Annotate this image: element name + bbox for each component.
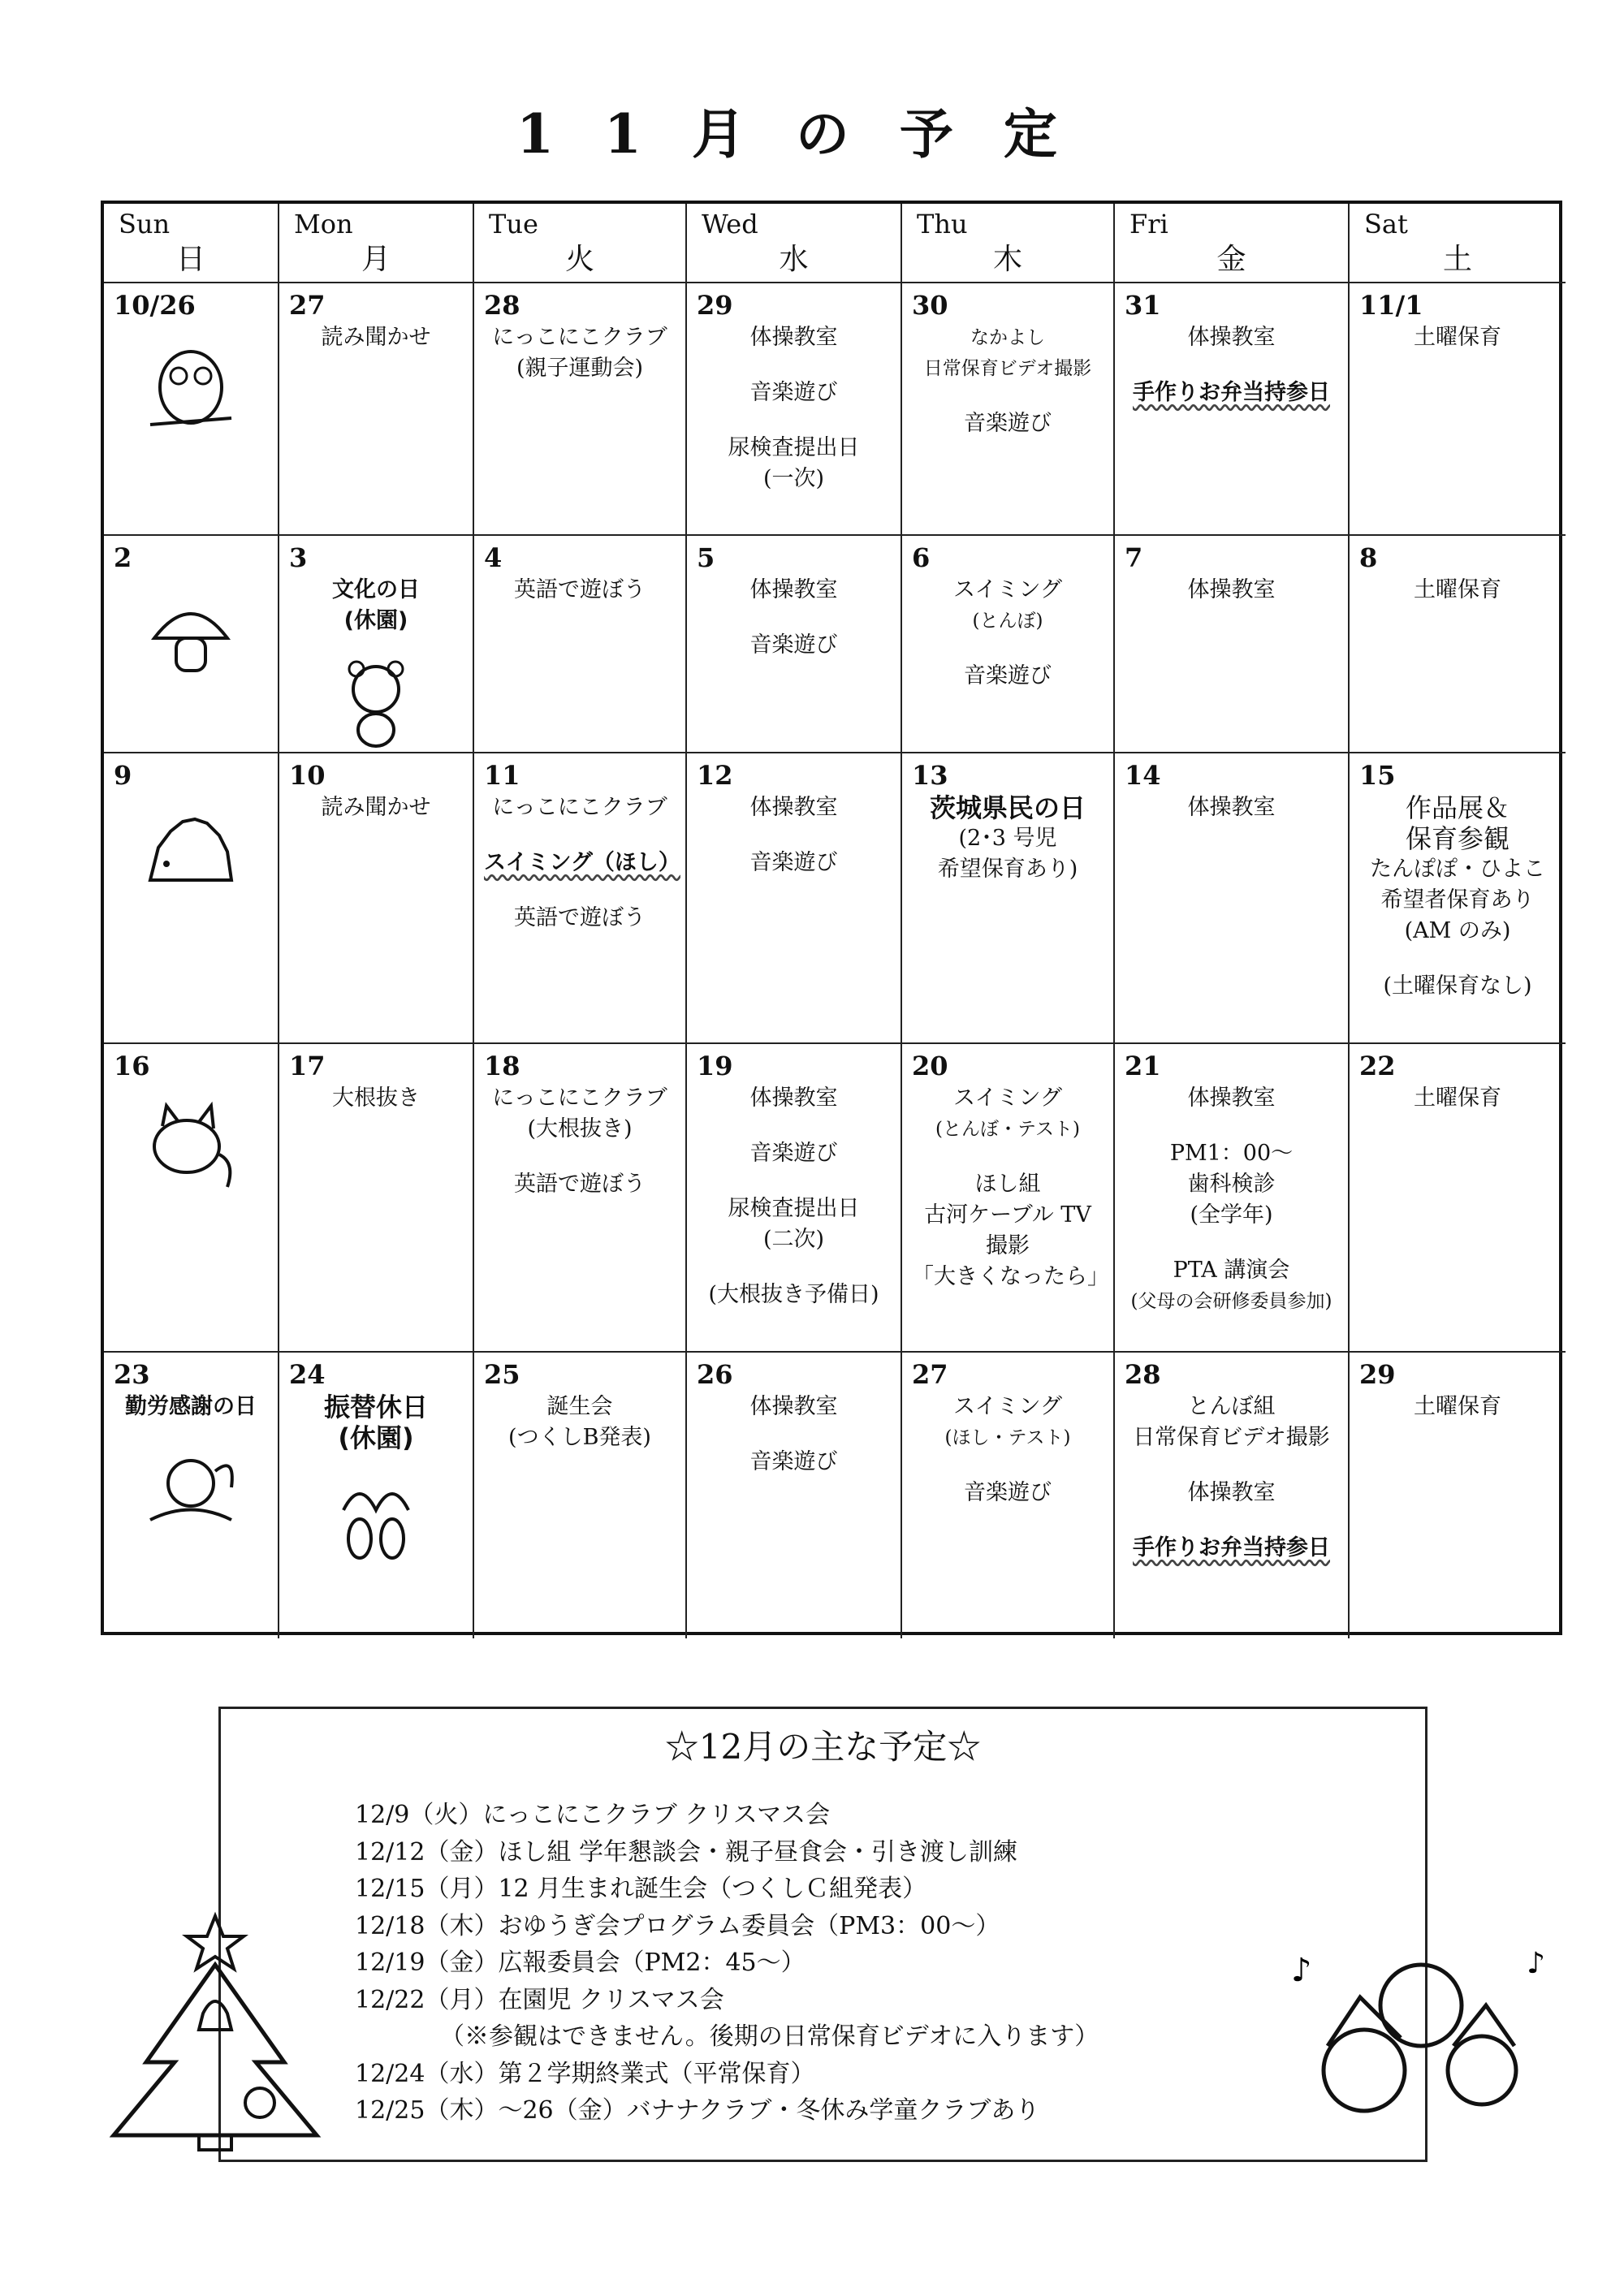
- december-event-line: 12/22（月）在園児 クリスマス会: [355, 1985, 724, 2014]
- event-item: 体操教室: [1187, 1085, 1276, 1111]
- day-events: [912, 575, 1104, 692]
- day-number: 31: [1125, 290, 1161, 321]
- weekday-header-sat: [1350, 204, 1566, 283]
- calendar-grid: [101, 201, 1562, 1635]
- day-cell: [1350, 536, 1566, 753]
- day-cell: [1350, 1353, 1566, 1638]
- squirrel-illustration: [142, 1439, 240, 1536]
- event-item: 土曜保育: [1414, 1394, 1501, 1419]
- event-item: 古河ケーブル TV 撮影: [924, 1202, 1091, 1258]
- weekday-header-mon: [279, 204, 474, 283]
- day-events: [697, 792, 891, 878]
- event-item: 日常保育ビデオ撮影: [1133, 1425, 1330, 1450]
- event-item: 土曜保育: [1414, 577, 1501, 602]
- day-number: 2: [114, 542, 132, 573]
- day-cell: [474, 1044, 687, 1353]
- day-events: [114, 1392, 268, 1422]
- day-events: [697, 575, 891, 661]
- day-cell: [687, 536, 902, 753]
- event-item: 日常保育ビデオ撮影: [923, 358, 1092, 379]
- day-number: 16: [114, 1051, 150, 1081]
- event-item: 歯科検診: [1187, 1172, 1276, 1197]
- weekday-jp: 日: [175, 243, 205, 276]
- day-number: 5: [697, 542, 715, 573]
- event-item: (休園): [343, 608, 408, 633]
- day-number: 26: [697, 1359, 733, 1390]
- event-item: PM1：00～: [1169, 1141, 1294, 1166]
- event-item: 体操教室: [749, 1085, 838, 1111]
- day-cell: [279, 753, 474, 1044]
- day-cell: [104, 1353, 279, 1638]
- day-events: [1359, 322, 1556, 353]
- day-cell: [1115, 536, 1350, 753]
- mushroom-illustration: [142, 589, 240, 687]
- event-item: (大根抜き): [527, 1116, 633, 1142]
- day-number: 13: [912, 760, 948, 791]
- event-item: 体操教室: [1187, 325, 1276, 350]
- event-item: 手作りお弁当持参日: [1133, 380, 1330, 405]
- event-item: 音楽遊び: [964, 1480, 1052, 1505]
- weekday-header-sun: [104, 204, 279, 283]
- event-item: 希望者保育あり: [1380, 887, 1535, 913]
- day-number: 23: [114, 1359, 150, 1390]
- day-events: [912, 1083, 1109, 1293]
- event-item: (とんぼ・テスト): [935, 1119, 1081, 1140]
- day-number: 29: [697, 290, 733, 321]
- event-item: とんぼ組: [1187, 1394, 1276, 1419]
- weekday-en: Tue: [489, 209, 538, 240]
- day-events: [484, 575, 676, 606]
- day-cell: [687, 283, 902, 536]
- day-number: 20: [912, 1051, 948, 1081]
- day-number: 17: [289, 1051, 326, 1081]
- event-item: 音楽遊び: [964, 663, 1052, 688]
- event-item: (二次): [762, 1227, 825, 1252]
- day-events: [1359, 792, 1556, 1002]
- december-title: ☆12月の主な予定☆: [664, 1727, 982, 1767]
- weekday-en: Sun: [119, 209, 171, 240]
- event-item: 土曜保育: [1414, 325, 1501, 350]
- day-events: [484, 322, 676, 384]
- event-item: (休園): [338, 1422, 414, 1453]
- day-number: 19: [697, 1051, 733, 1081]
- day-cell: [279, 283, 474, 536]
- event-item: にっこにこクラブ: [492, 325, 667, 350]
- event-item: 読み聞かせ: [321, 325, 431, 350]
- day-events: [1125, 1083, 1338, 1317]
- event-item: 作品展＆: [1405, 792, 1510, 823]
- day-number: 28: [1125, 1359, 1161, 1390]
- day-events: [912, 792, 1104, 885]
- day-events: [289, 1083, 463, 1114]
- day-number: 11/1: [1359, 290, 1423, 321]
- day-number: 28: [484, 290, 520, 321]
- day-cell: [1350, 753, 1566, 1044]
- bear-illustration: [327, 653, 425, 750]
- day-events: [912, 322, 1104, 439]
- day-cell: [1115, 283, 1350, 536]
- event-item: 音楽遊び: [964, 411, 1052, 436]
- event-item: 英語で遊ぼう: [514, 1172, 646, 1197]
- event-item: 誕生会: [546, 1394, 613, 1419]
- december-event-line: 12/9（火）にっこにこクラブ クリスマス会: [355, 1801, 831, 1829]
- day-number: 10/26: [114, 290, 196, 321]
- weekday-en: Thu: [917, 209, 968, 240]
- december-event-line: 12/19（金）広報委員会（PM2：45～）: [355, 1949, 806, 1977]
- christmas-tree-illustration: [97, 1900, 333, 2151]
- day-events: [289, 792, 463, 823]
- december-event-list: [355, 1797, 1099, 2130]
- event-item: 尿検査提出日: [728, 435, 860, 460]
- day-cell: [687, 753, 902, 1044]
- december-schedule-box: [218, 1707, 1427, 2162]
- event-item: 勤労感謝の日: [125, 1394, 257, 1419]
- december-event-line: 12/24（水）第２学期終業式（平常保育）: [355, 2059, 815, 2088]
- day-number: 21: [1125, 1051, 1161, 1081]
- event-item: にっこにこクラブ: [492, 1085, 667, 1111]
- weekday-en: Sat: [1364, 209, 1408, 240]
- vegetables-illustration: [327, 1470, 425, 1567]
- event-item: 英語で遊ぼう: [514, 577, 646, 602]
- day-events: [697, 1392, 891, 1478]
- hedgehog-illustration: [142, 807, 240, 904]
- day-events: [1125, 1392, 1338, 1564]
- day-cell: [1115, 753, 1350, 1044]
- weekday-header-wed: [687, 204, 902, 283]
- page-title: 11月の予定: [516, 102, 1108, 166]
- event-item: 英語で遊ぼう: [514, 905, 646, 930]
- day-cell: [902, 1044, 1115, 1353]
- event-item: 保育参観: [1405, 823, 1510, 854]
- event-item: 土曜保育: [1414, 1085, 1501, 1111]
- day-events: [912, 1392, 1104, 1508]
- event-item: 音楽遊び: [749, 1449, 838, 1474]
- svg-text:♪: ♪: [1527, 1949, 1545, 1980]
- day-cell: [474, 753, 687, 1044]
- day-number: 7: [1125, 542, 1143, 573]
- event-item: 読み聞かせ: [321, 795, 431, 820]
- day-cell: [104, 1044, 279, 1353]
- day-cell: [104, 753, 279, 1044]
- children-singing-illustration: [1283, 1949, 1551, 2160]
- event-item: 音楽遊び: [749, 632, 838, 658]
- day-events: [289, 322, 463, 353]
- weekday-jp: 火: [564, 243, 594, 276]
- day-cell: [902, 1353, 1115, 1638]
- day-cell: [104, 283, 279, 536]
- weekday-header-thu: [902, 204, 1115, 283]
- day-events: [1125, 575, 1338, 606]
- event-item: 音楽遊び: [749, 1141, 838, 1166]
- day-events: [484, 792, 680, 934]
- day-events: [1125, 792, 1338, 823]
- event-item: 大根抜き: [332, 1085, 420, 1111]
- december-event-line: 12/15（月）12 月生まれ誕生会（つくしＣ組発表）: [355, 1875, 927, 1903]
- day-number: 30: [912, 290, 948, 321]
- event-item: 茨城県民の日: [929, 792, 1086, 823]
- event-item: にっこにこクラブ: [492, 795, 667, 820]
- day-cell: [474, 283, 687, 536]
- event-item: 音楽遊び: [749, 850, 838, 875]
- event-item: 体操教室: [749, 795, 838, 820]
- day-events: [484, 1083, 676, 1200]
- event-item: (大根抜き予備日): [708, 1282, 879, 1307]
- event-item: 体操教室: [1187, 795, 1276, 820]
- event-item: 振替休日: [323, 1392, 428, 1422]
- event-item: 「大きくなったら」: [912, 1264, 1109, 1289]
- day-number: 6: [912, 542, 931, 573]
- day-cell: [279, 1353, 474, 1638]
- event-item: PTA 講演会: [1173, 1258, 1290, 1283]
- day-events: [484, 1392, 676, 1453]
- day-number: 25: [484, 1359, 520, 1390]
- day-cell: [902, 283, 1115, 536]
- event-item: たんぽぽ・ひよこ: [1370, 857, 1545, 882]
- day-number: 15: [1359, 760, 1396, 791]
- day-cell: [902, 753, 1115, 1044]
- event-item: 体操教室: [749, 1394, 838, 1419]
- event-item: 体操教室: [1187, 577, 1276, 602]
- day-cell: [902, 536, 1115, 753]
- day-number: 9: [114, 760, 132, 791]
- event-item: スイミング: [953, 1394, 1062, 1419]
- day-cell: [1115, 1353, 1350, 1638]
- day-cell: [687, 1353, 902, 1638]
- day-number: 22: [1359, 1051, 1396, 1081]
- event-item: スイミング: [953, 1085, 1062, 1111]
- day-events: [697, 1083, 891, 1310]
- event-item: (一次): [762, 466, 825, 491]
- december-event-line: 12/18（木）おゆうぎ会プログラム委員会（PM3：00～）: [355, 1911, 1000, 1940]
- day-number: 4: [484, 542, 503, 573]
- weekday-en: Mon: [294, 209, 353, 240]
- weekday-jp: 金: [1216, 243, 1246, 276]
- december-event-line: 12/12（金）ほし組 学年懇談会・親子昼食会・引き渡し訓練: [355, 1837, 1017, 1867]
- day-number: 14: [1125, 760, 1161, 791]
- event-item: (土曜保育なし): [1383, 973, 1532, 999]
- day-events: [1359, 575, 1556, 606]
- event-item: 尿検査提出日: [728, 1196, 860, 1221]
- day-number: 24: [289, 1359, 326, 1390]
- event-item: (つくしB発表): [508, 1425, 651, 1450]
- day-number: 27: [912, 1359, 948, 1390]
- day-cell: [279, 1044, 474, 1353]
- event-item: (父母の会研修委員参加): [1130, 1291, 1332, 1312]
- day-number: 8: [1359, 542, 1378, 573]
- day-number: 27: [289, 290, 326, 321]
- weekday-jp: 木: [992, 243, 1022, 276]
- december-event-line: 12/25（木）～26（金）バナナクラブ・冬休み学童クラブあり: [355, 2096, 1040, 2125]
- december-event-line: （※参観はできません。後期の日常保育ビデオに入ります）: [355, 2022, 1099, 2051]
- day-number: 10: [289, 760, 326, 791]
- event-item: 体操教室: [749, 577, 838, 602]
- day-cell: [279, 536, 474, 753]
- day-number: 3: [289, 542, 308, 573]
- day-events: [1125, 322, 1338, 408]
- event-item: 体操教室: [749, 325, 838, 350]
- event-item: なかよし: [970, 327, 1045, 348]
- weekday-en: Wed: [702, 209, 758, 240]
- weekday-header-tue: [474, 204, 687, 283]
- day-number: 29: [1359, 1359, 1396, 1390]
- day-events: [289, 1392, 463, 1453]
- weekday-en: Fri: [1129, 209, 1168, 240]
- day-events: [697, 322, 891, 494]
- event-item: (2･3 号児: [958, 826, 1057, 851]
- day-events: [1359, 1083, 1556, 1114]
- day-number: 11: [484, 760, 520, 791]
- day-cell: [474, 536, 687, 753]
- event-item: (全学年): [1190, 1202, 1273, 1228]
- weekday-header-fri: [1115, 204, 1350, 283]
- event-item: (AM のみ): [1404, 918, 1511, 943]
- event-item: ほし組: [974, 1172, 1041, 1197]
- day-number: 18: [484, 1051, 520, 1081]
- svg-text:♪: ♪: [1291, 1952, 1312, 1989]
- weekday-jp: 土: [1442, 243, 1472, 276]
- event-item: スイミング（ほし）: [484, 850, 680, 875]
- day-cell: [474, 1353, 687, 1638]
- event-item: 音楽遊び: [749, 380, 838, 405]
- weekday-jp: 月: [361, 243, 391, 276]
- day-events: [289, 575, 463, 637]
- day-number: 12: [697, 760, 733, 791]
- day-cell: [687, 1044, 902, 1353]
- weekday-jp: 水: [779, 243, 809, 276]
- event-item: 希望保育あり): [937, 857, 1078, 882]
- fox-illustration: [142, 1098, 240, 1195]
- event-item: 手作りお弁当持参日: [1133, 1535, 1330, 1560]
- day-cell: [1350, 1044, 1566, 1353]
- event-item: 体操教室: [1187, 1480, 1276, 1505]
- owl-illustration: [142, 337, 240, 434]
- day-cell: [1350, 283, 1566, 536]
- event-item: (ほし・テスト): [944, 1427, 1071, 1448]
- day-cell: [104, 536, 279, 753]
- day-cell: [1115, 1044, 1350, 1353]
- event-item: (親子運動会): [516, 356, 644, 381]
- event-item: スイミング: [953, 577, 1062, 602]
- day-events: [1359, 1392, 1556, 1422]
- event-item: 文化の日: [332, 577, 420, 602]
- event-item: (とんぼ): [972, 611, 1043, 632]
